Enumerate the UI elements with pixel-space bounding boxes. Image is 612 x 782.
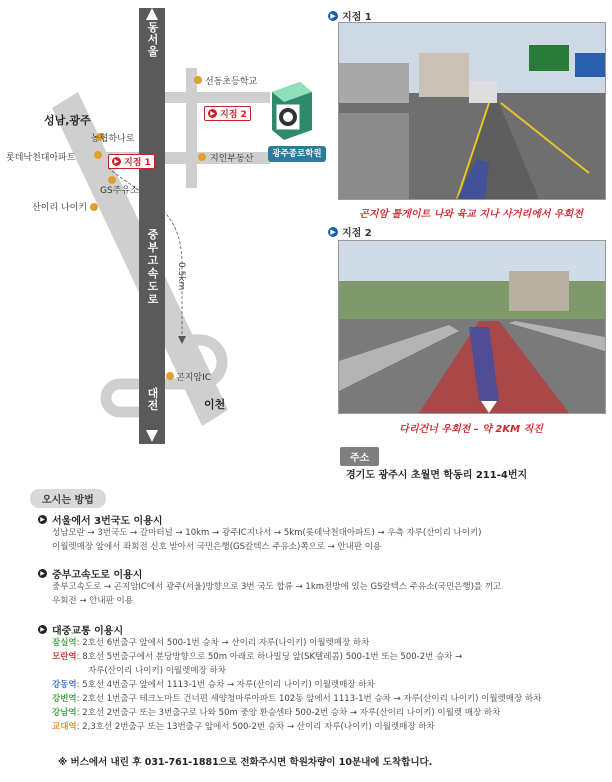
local-road-vertical [186, 68, 197, 188]
map-spot2-marker [204, 106, 251, 121]
place-gs-label: GS주유소 [100, 186, 139, 196]
city-icheon-label: 이천 [204, 398, 226, 411]
transit-desc: 자루(산이리 나이키) 이월렛매장 하차 [88, 666, 226, 676]
transit-row [52, 650, 607, 664]
callback-notice: ※ 버스에서 내린 후 031-761-1881으로 전화주시면 학원차량이 10분내에 도착합니다. [58, 757, 433, 768]
place-nonghyup-label: 농협하나로 [91, 134, 135, 144]
transit-desc: : 2호선 6번출구 앞에서 500-1번 승차 → 산이리 자루(나이키) 이월렛매장 하차 [76, 638, 370, 648]
place-school-label: 선동초등학교 [205, 77, 258, 87]
road-south-label: 대 전 [147, 387, 159, 412]
section-seoul-bullet-icon: ▶ [38, 515, 47, 524]
expressway [139, 8, 165, 444]
section-transit-bullet-icon: ▶ [38, 625, 47, 634]
directions-title: 오시는 방법 [30, 489, 106, 508]
section-seoul-line-2: 이월렛매장 앞에서 좌회전 신호 받아서 국민은행(GS칼텍스 주유소)쪽으로 → 안내판 이용 [52, 542, 382, 552]
transit-row [52, 720, 607, 734]
dot-sanili [90, 203, 98, 211]
place-sanili-label: 산이리 나이키 [32, 203, 88, 213]
transit-station: 교대역 [52, 722, 77, 732]
dot-lotte [94, 151, 102, 159]
place-jiin-label: 지인부동산 [210, 154, 254, 164]
section-seoul-line-1: 성남모란 → 3번국도 → 갈마터널 → 10km → 광주IC지나서 → 5km(롯데낙천대아파트) → 우측 자루(산이리 나이키) [52, 528, 482, 538]
spot2-arrow-icon: ▶ [208, 109, 217, 118]
transit-desc: : 2호선 1번출구 테크노마트 건너편 세양청마루아파트 102동 앞에서 1113-1번 승차 → 자루(산이리 나이키) 이월렛매장 하차 [76, 694, 542, 704]
spot1-bullet-icon: ▶ [328, 11, 338, 21]
photo2-scene [339, 241, 605, 413]
transit-row [52, 678, 607, 692]
section-seoul-title: 서울에서 3번국도 이용시 [52, 516, 163, 527]
dot-school [194, 76, 202, 84]
photo1-header [328, 8, 372, 23]
photo2-label: 지점 2 [342, 228, 372, 239]
location-map [0, 0, 330, 470]
city-seongnam-label: 성남,광주 [44, 114, 91, 127]
photo2-streetview [338, 240, 606, 414]
spot2-bullet-icon: ▶ [328, 227, 338, 237]
local-road-top [165, 92, 270, 103]
address-text: 경기도 광주시 초월면 학동리 211-4번지 [346, 470, 528, 481]
transit-desc: : 5호선 4번출구 앞에서 1113-1번 승차 → 자루(산이리 나이키) 이월렛매장 하차 [76, 680, 375, 690]
section-expressway-heading [38, 566, 142, 581]
place-ic-label: 곤지암IC [176, 373, 212, 383]
photo2-caption: 다리건너 우회전 – 약 2KM 직진 [399, 424, 543, 435]
transit-desc: : 2,3호선 2번출구 또는 13번출구 앞에서 500-2번 승차 → 산이리 자루(나이키) 이월렛매장 하차 [76, 722, 435, 732]
section-expressway-title: 중부고속도로 이용시 [52, 570, 143, 581]
photo1-streetview [338, 22, 606, 200]
map-spot1-label: 지점 1 [124, 158, 151, 168]
road-north-label: 동 서 울 [147, 21, 159, 58]
map-spot1-marker [108, 154, 155, 169]
transit-row [52, 706, 607, 720]
section-expressway-bullet-icon: ▶ [38, 569, 47, 578]
transit-station: 모란역 [52, 652, 77, 662]
transit-station: 강남역 [52, 708, 77, 718]
section-expressway-line-1: 중부고속도로 → 곤지암IC에서 광주(서울)방향으로 3번 국도 합류 → 1km전방에 있는 GS칼텍스 주유소(국민은행)를 끼고 [52, 582, 502, 592]
transit-list [52, 636, 607, 734]
transit-station: 잠실역 [52, 638, 77, 648]
section-transit-heading [38, 622, 123, 637]
map-spot2-label: 지점 2 [220, 110, 247, 120]
address-tag: 주소 [340, 447, 379, 466]
place-lotte-label: 롯데낙천대아파트 [6, 153, 76, 163]
directions-title-wrap [30, 488, 106, 508]
dot-jiin [198, 153, 206, 161]
photo2-header [328, 224, 372, 239]
transit-row [52, 664, 607, 678]
spot1-arrow-icon: ▶ [112, 157, 121, 166]
section-expressway-line-2: 우회전 → 안내판 이용 [52, 596, 133, 606]
transit-row [52, 692, 607, 706]
dot-ic [166, 372, 174, 380]
address-tag-wrap [340, 446, 379, 466]
section-transit-title: 대중교통 이용시 [52, 626, 124, 637]
road-main-label: 중 부 고 속 도 로 [147, 228, 159, 306]
academy-name-label: 광주종로학원 [272, 149, 322, 159]
transit-station: 강동역 [52, 680, 77, 690]
transit-station: 강변역 [52, 694, 77, 704]
photo1-label: 지점 1 [342, 12, 372, 23]
distance-label: 0.5km [176, 262, 186, 291]
transit-row [52, 636, 607, 650]
transit-desc: : 2호선 2번출구 또는 3번출구로 나와 50m 중앙 환승센타 500-2번 승차 → 자루(산이리 나이키) 이월렛 매장 하차 [76, 708, 501, 718]
transit-desc: : 8호선 5번출구에서 분당방향으로 50m 아래로 하나빌딩 앞(SK텔레콤) 500-1번 또는 500-2번 승차 → [76, 652, 463, 662]
photo1-scene [339, 23, 605, 199]
section-seoul-heading [38, 512, 163, 527]
photo1-caption: 곤지암 톨게이트 나와 육교 지나 사거리에서 우회전 [359, 209, 583, 220]
